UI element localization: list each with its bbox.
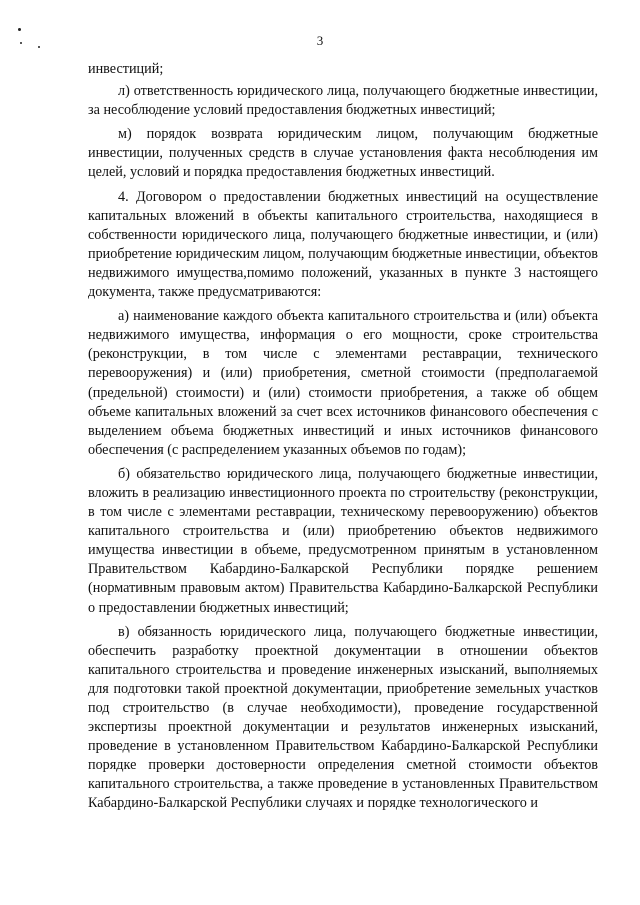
paragraph-continuation: инвестиций; <box>88 61 164 77</box>
paragraph-item-l: л) ответственность юридического лица, получающего бюджетные инвестиции, за несоблюдение условий предоставления бюджетных инвестиций; <box>88 83 598 119</box>
paragraph-item-m: м) порядок возврата юридическим лицом, получающим бюджетные инвестиции, полученных средств в случае установления факта несоблюдения им целей, условий и порядка предоставления бюджетных инвестиций. <box>88 126 598 181</box>
paragraph-item-b: б) обязательство юридического лица, получающего бюджетные инвестиции, вложить в реализацию инвестиционного проекта по строительству (реконструкции, в том числе с элементами реставрации, техническому перевооружению) объектов капитального строительства и (или) приобретению объектов недвижимого имущества инвестиции в объеме, предусмотренном принятым в установленном Правительством Кабардино-Балкарской Республики порядке решением (нормативным правовым актом) Правительства Кабардино-Балкарской Республики о предоставлении бюджетных инвестиций; <box>88 465 598 616</box>
paragraph-clause-4: 4. Договором о предоставлении бюджетных инвестиций на осуществление капитальных вложений в объекты капитального строительства, находящиеся в собственности юридического лица, получающего бюджетные инвестиции, и (или) приобретение юридическим лицом, получающим бюджетные инвестиции, объектов недвижимого имущества,помимо положений, указанных в пункте 3 настоящего документа, также предусматриваются: <box>88 188 598 301</box>
page-number: 3 <box>316 33 324 48</box>
paragraph-item-v: в) обязанность юридического лица, получающего бюджетные инвестиции, обеспечить разработку проектной документации в отношении объектов капитального строительства и проведение инженерных изысканий, выполняемых для подготовки такой проектной документации, приобретение земельных участков под строительство (в случае необходимости), проведение государственной экспертизы проектной документации и результатов инженерных изысканий, проведение в установленном Правительством Кабардино-Балкарской Республики порядке проверки достоверности определения сметной стоимости объектов капитального строительства, а также проведение в установленных Правительством Кабардино-Балкарской Республики случаях и порядке технологического и <box>88 623 598 812</box>
paragraph-item-a: а) наименование каждого объекта капитального строительства и (или) объекта недвижимого имущества, информация о его мощности, сроке строительства (реконструкции, в том числе с элементами реставрации, технического перевооружения) и (или) приобретения, сметной стоимости (предполагаемой (предельной) стоимости) и (или) стоимости приобретения, а также об общем объеме капитальных вложений за счет всех источников финансового обеспечения с выделением объема бюджетных инвестиций и иных источников финансового обеспечения (с распределением указанных объемов по годам); <box>88 308 598 458</box>
document-body <box>88 60 598 819</box>
